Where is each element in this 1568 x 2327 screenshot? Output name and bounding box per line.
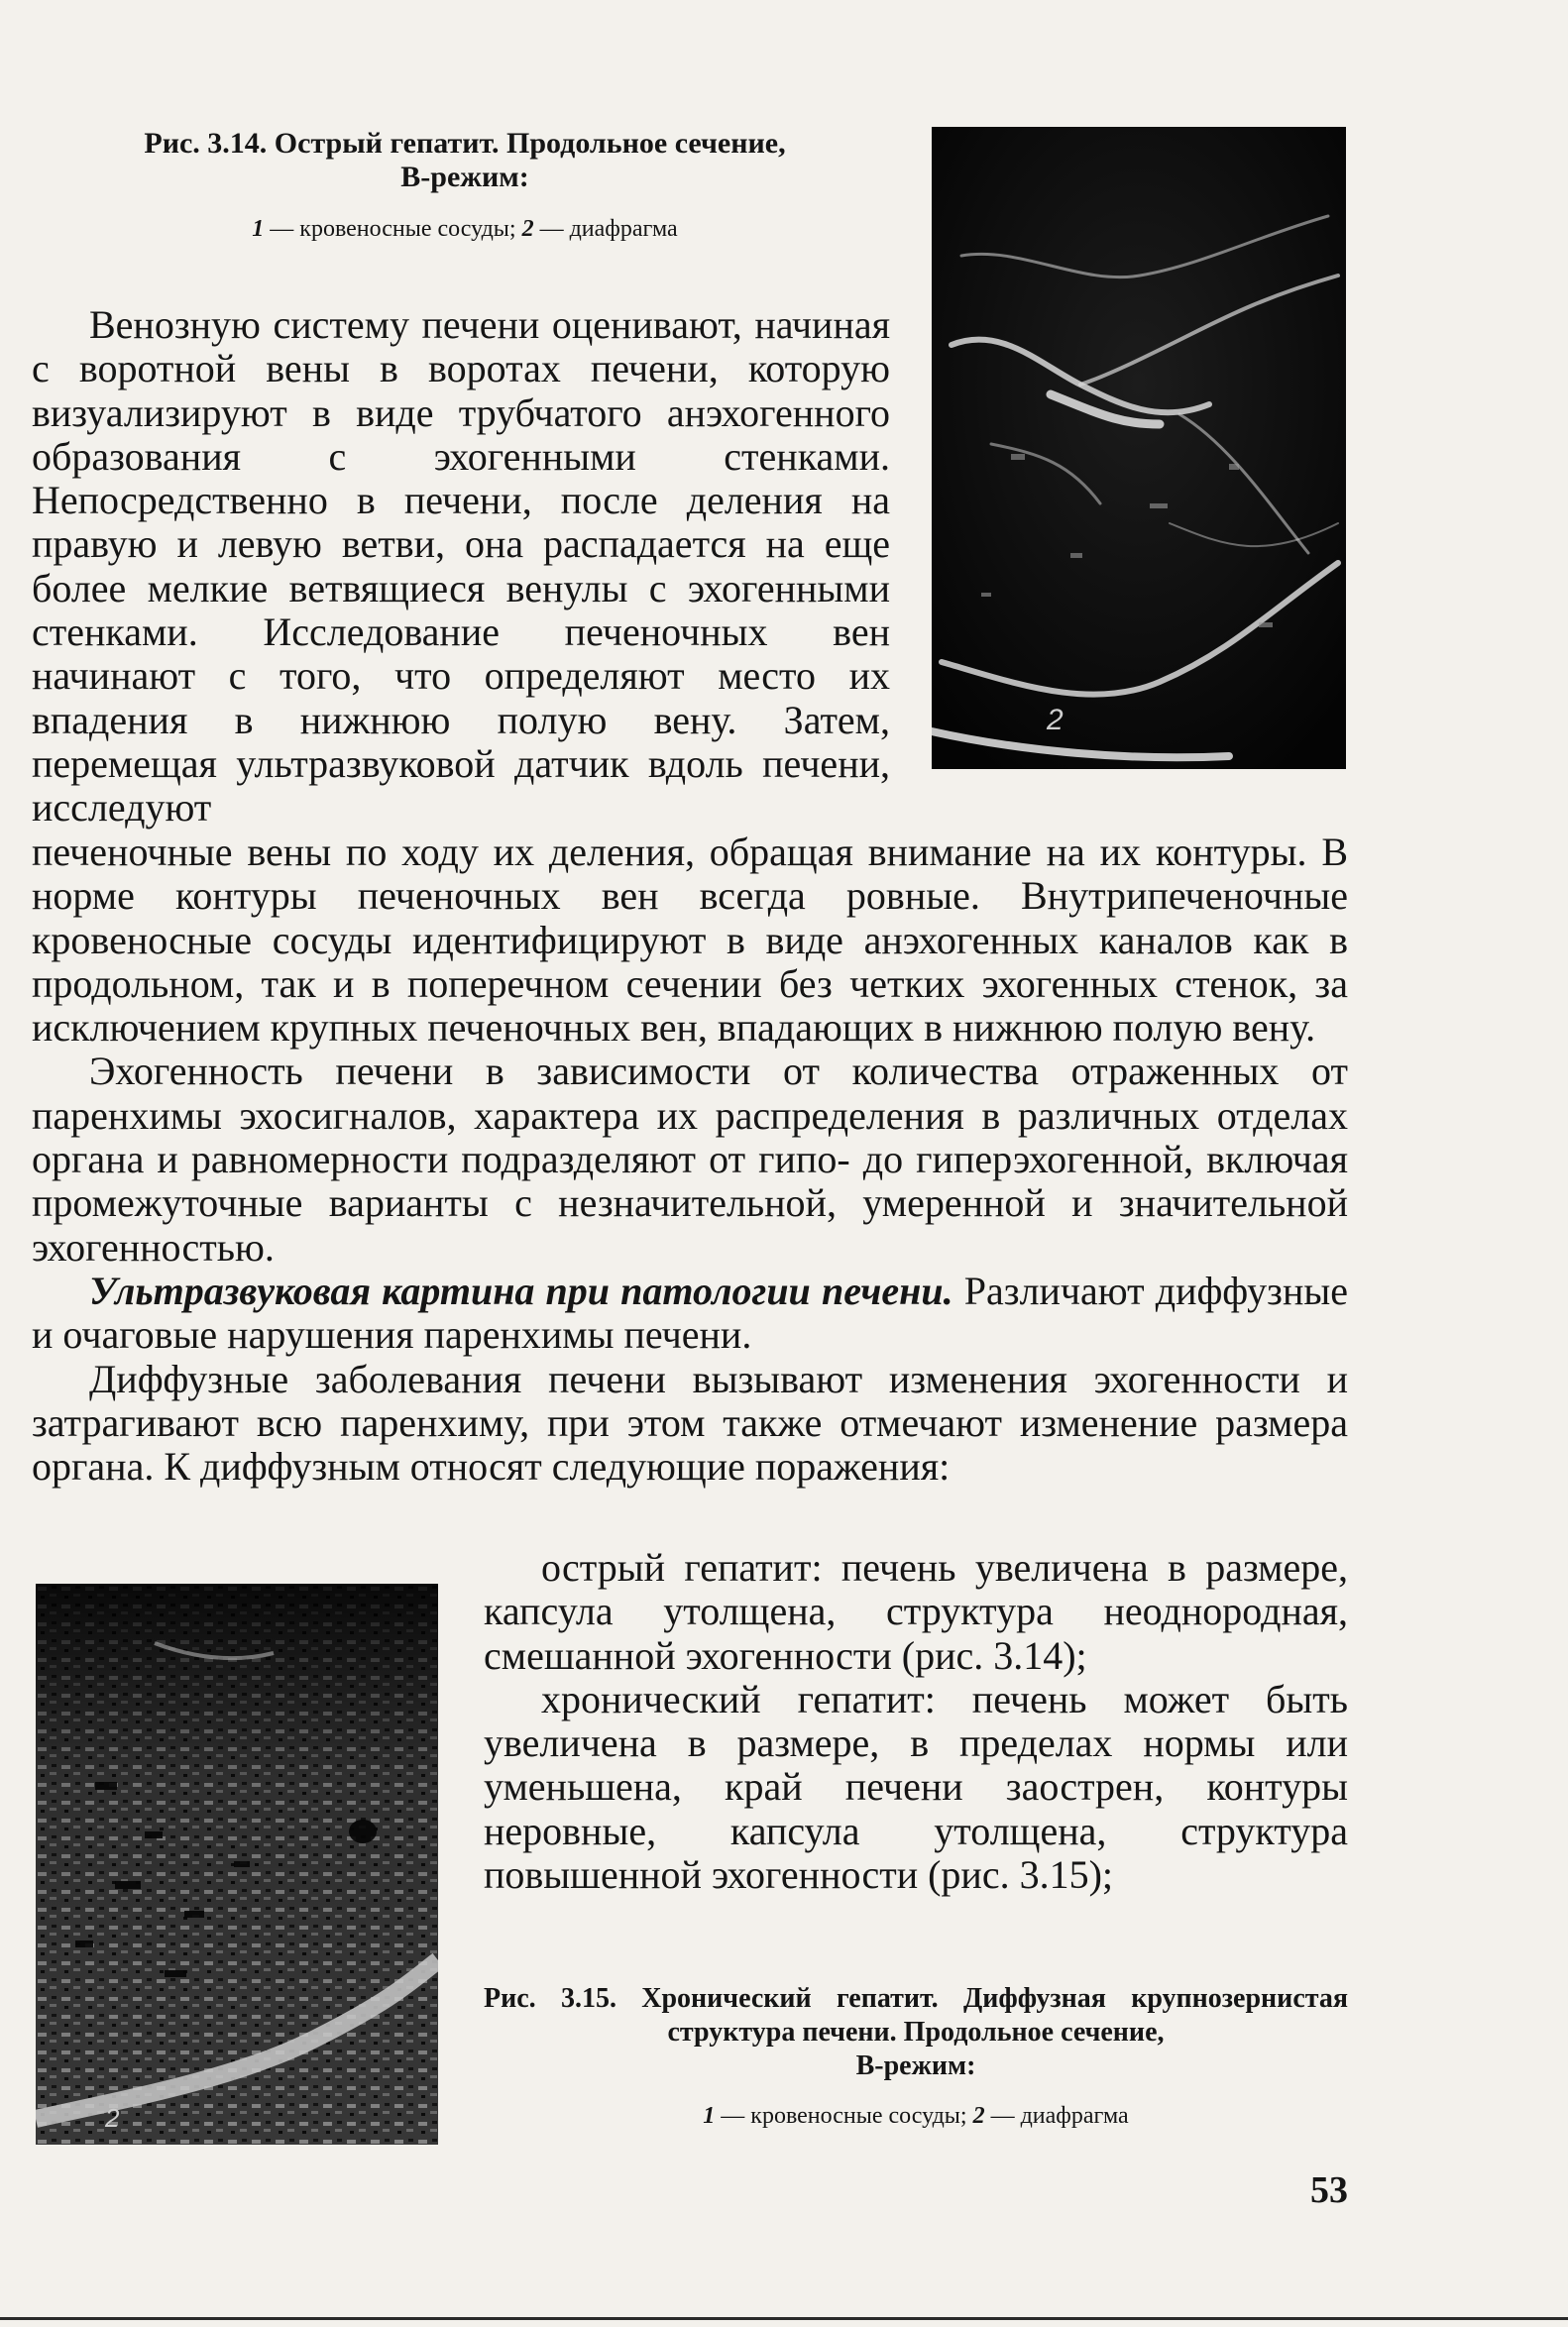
paragraph-1-part-a (32, 303, 890, 831)
figure-3-14-caption-line2: В-режим: (400, 161, 529, 193)
paragraph-3-lead: Ультразвуковая картина при патологии печени. (89, 1268, 953, 1313)
figure-3-14-caption (34, 127, 896, 194)
figure-3-14-label-2: 2 (1047, 704, 1064, 736)
paragraph-3 (32, 1270, 1348, 1358)
scan-edge-divider (0, 2317, 1568, 2320)
legend-number-1: 1 (252, 216, 265, 242)
figure-3-15-caption-line1: Рис. 3.15. Хронический гепатит. Диффузная крупнозернистая структура печени. Продольное сечение, (484, 1983, 1348, 2048)
paragraph-2: Эхогенность печени в зависимости от количества отраженных от паренхимы эхосигналов, характера их распределения в различных отделах органа и равномерности подразделяют от гипо- до гиперэхогенной, включая промежуточные варианты с незначительной, умеренной и значительной эхогенностью. (32, 1049, 1348, 1270)
legend-text-1: — кровеносные сосуды; (264, 216, 522, 242)
paragraph-1: Венозную систему печени оценивают, начиная с воротной вены в воротах печени, которую визуализируют в виде трубчатого анэхогенного образования с эхогенными стенками. Непосредственно в печени, после деления на правую и левую ветви, она распадается на еще более мелкие ветвящиеся венулы с эхогенными стенками. Исследование печеночных вен начинают с того, что определяют место их впадения в нижнюю полую вену. Затем, перемещая ультразвуковой датчик вдоль печени, исследуют (32, 302, 890, 831)
main-text-block (32, 831, 1348, 1489)
paragraph-4: Диффузные заболевания печени вызывают изменения эхогенности и затрагивают всю паренхиму, при этом также отмечают изменение размера органа. К диффузным относят следующие поражения: (32, 1356, 1348, 1490)
figure-3-15-caption (484, 1982, 1348, 2083)
legend-number-2: 2 (521, 216, 534, 242)
legend-text-2: — диафрагма (984, 2103, 1129, 2129)
figure-3-14-ultrasound-image (932, 127, 1346, 769)
legend-text-1: — кровеносные сосуды; (715, 2103, 973, 2129)
diffuse-lesions-list (484, 1546, 1348, 1897)
paragraph-3-rest: Различают диффузные и очаговые нарушения паренхимы печени. (32, 1268, 1348, 1358)
legend-text-2: — диафрагма (533, 216, 678, 242)
paragraph-1-continuation: печеночные вены по ходу их деления, обращая внимание на их контуры. В норме контуры печеночных вен всегда ровные. Внутрипеченочные кровеносные сосуды идентифицируют в виде анэхогенных каналов как в продольном, так и в поперечном сечении без четких эхогенных стенок, за исключением крупных печеночных вен, впадающих в нижнюю полую вену. (32, 830, 1348, 1051)
figure-3-14-caption-line1: Рис. 3.14. Острый гепатит. Продольное сечение, (144, 127, 786, 160)
figure-3-15-ultrasound-image (36, 1584, 438, 2145)
list-item-acute-hepatitis: острый гепатит: печень увеличена в размере, капсула утолщена, структура неоднородная, смешанной эхогенности (рис. 3.14); (484, 1545, 1348, 1678)
figure-3-15-caption-line2: В-режим: (855, 2050, 976, 2081)
legend-number-2: 2 (972, 2103, 985, 2129)
legend-number-1: 1 (703, 2103, 716, 2129)
list-item-chronic-hepatitis: хронический гепатит: печень может быть увеличена в размере, в пределах нормы или уменьшена, край печени заострен, контуры неровные, капсула утолщена, структура повышенной эхогенности (рис. 3.15); (484, 1676, 1348, 1898)
page-number: 53 (1310, 2169, 1348, 2211)
figure-3-14-legend (34, 216, 896, 243)
figure-3-15-legend (484, 2103, 1348, 2130)
figure-3-15-label-2: 2 (105, 2103, 120, 2133)
